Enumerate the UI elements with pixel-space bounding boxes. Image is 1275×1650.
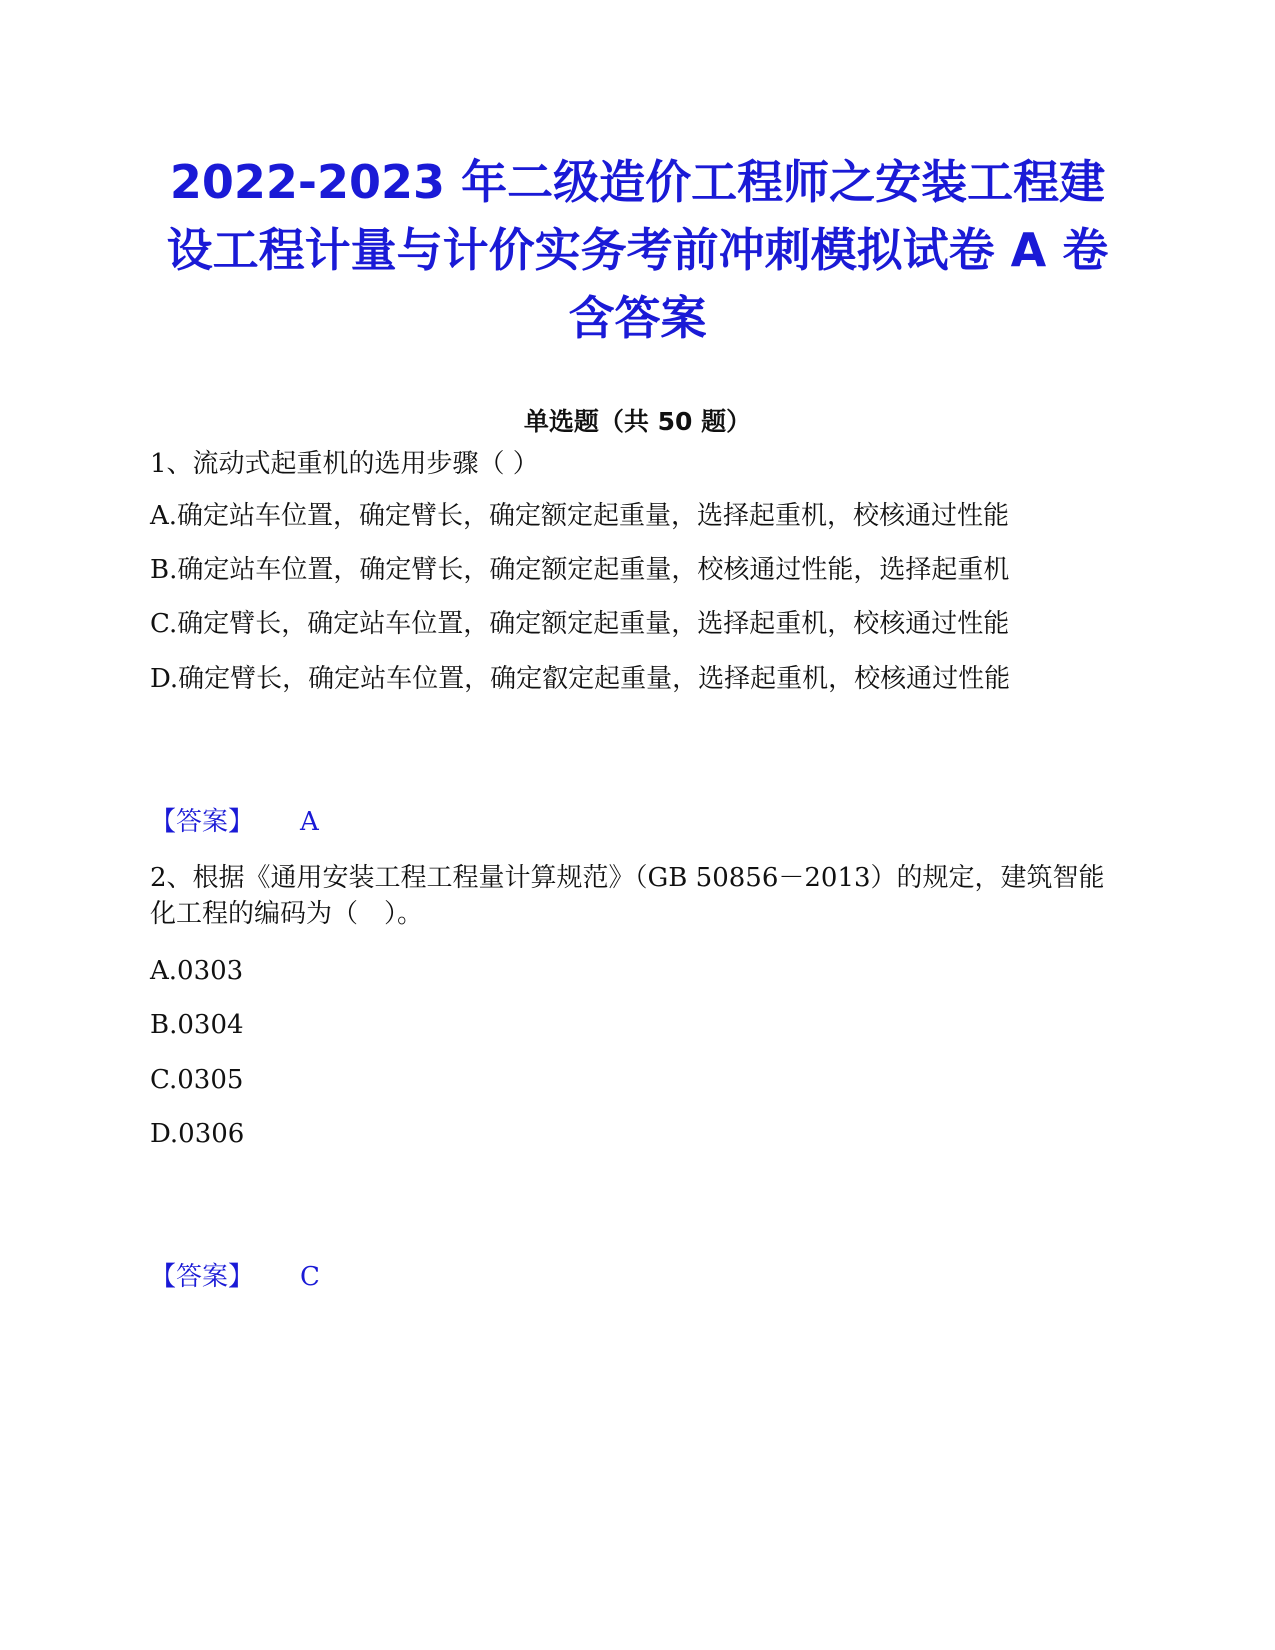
answer-label: 【答案】 bbox=[150, 807, 255, 837]
question-2-option-b: B.0304 bbox=[150, 1010, 244, 1040]
question-2-option-c: C.0305 bbox=[150, 1065, 244, 1095]
question-1-option-c: C.确定臂长，确定站车位置，确定额定起重量，选择起重机，校核通过性能 bbox=[150, 609, 1010, 639]
answer-label: 【答案】 bbox=[150, 1262, 255, 1292]
question-2-option-d: D.0306 bbox=[150, 1119, 245, 1149]
question-1-option-b: B.确定站车位置，确定臂长，确定额定起重量，校核通过性能，选择起重机 bbox=[150, 555, 1010, 585]
question-2-stem: 2、根据《通用安装工程工程量计算规范》（GB 50856－2013）的规定，建筑智能化工程的编码为（ ）。 bbox=[150, 863, 1105, 929]
answer-value: A bbox=[300, 807, 319, 837]
document-title: 2022-2023 年二级造价工程师之安装工程建设工程计量与计价实务考前冲刺模拟试卷 A 卷含答案 bbox=[166, 155, 1109, 345]
section-heading: 单选题（共 50 题） bbox=[523, 407, 752, 436]
question-1-stem: 1、流动式起重机的选用步骤（ ） bbox=[150, 449, 539, 479]
answer-value: C bbox=[300, 1262, 320, 1292]
question-1-option-a: A.确定站车位置，确定臂长，确定额定起重量，选择起重机，校核通过性能 bbox=[150, 501, 1010, 531]
question-1-option-d: D.确定臂长，确定站车位置，确定叡定起重量，选择起重机，校核通过性能 bbox=[150, 664, 1011, 694]
question-1-answer bbox=[150, 804, 319, 840]
question-2-option-a: A.0303 bbox=[150, 956, 244, 986]
question-2-answer bbox=[150, 1259, 320, 1295]
